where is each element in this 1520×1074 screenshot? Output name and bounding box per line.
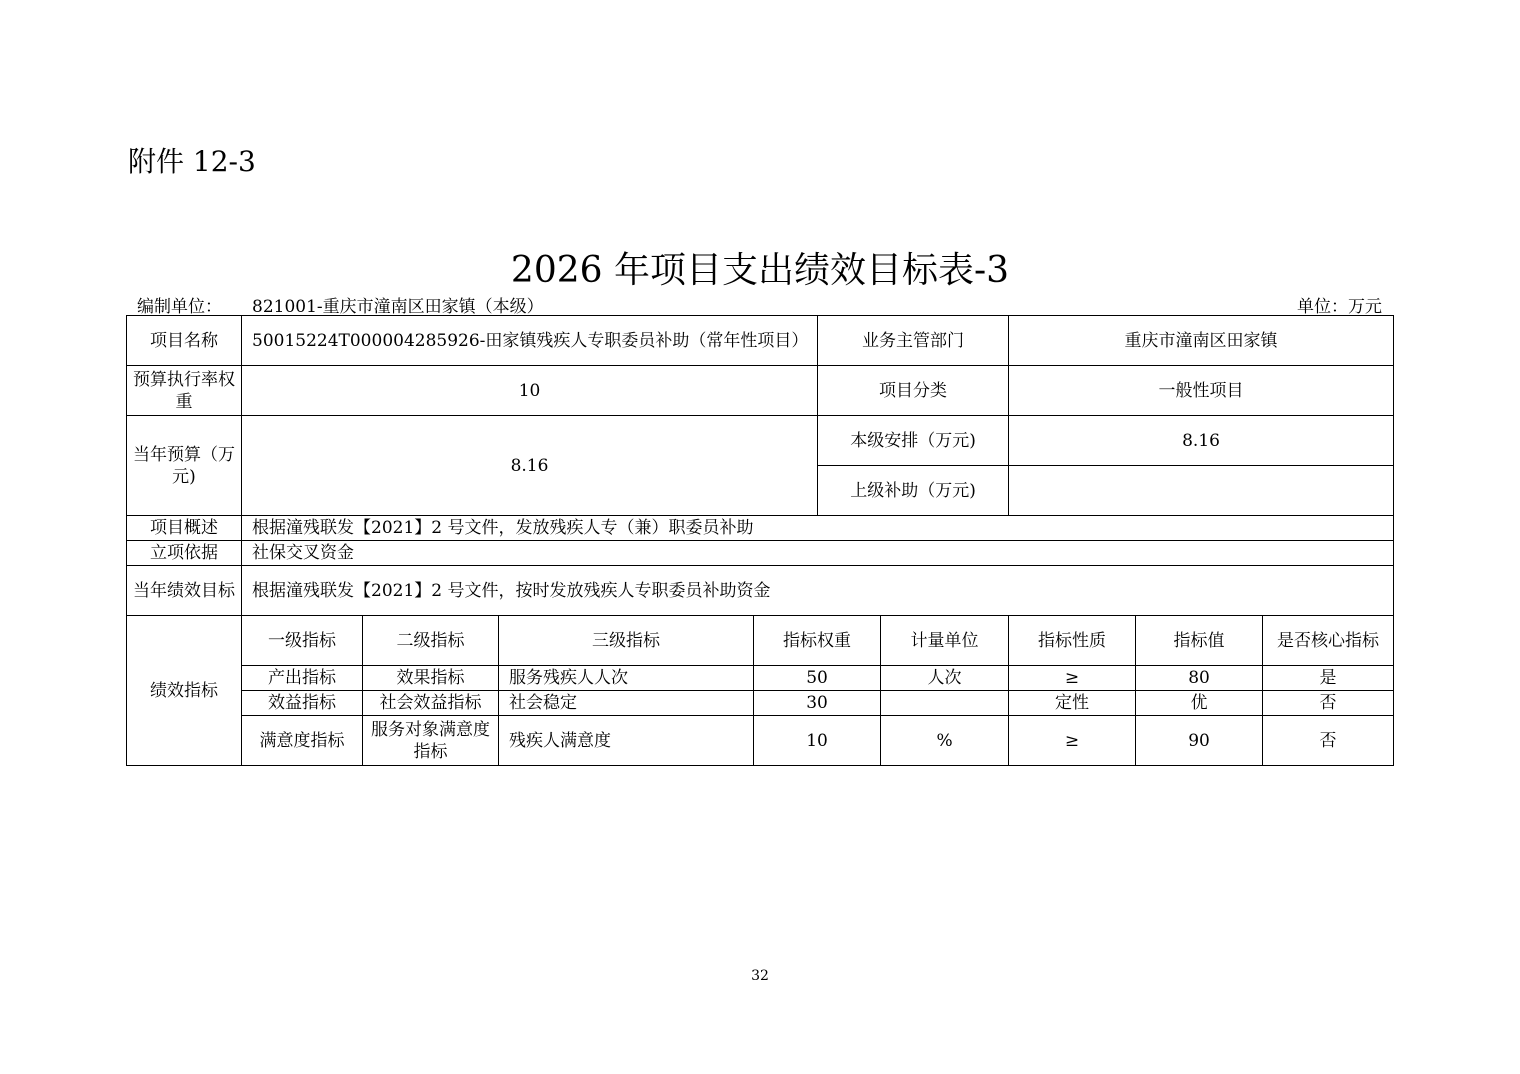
- indicator-cell: [881, 691, 1009, 716]
- header-cell: 二级指标: [363, 616, 499, 666]
- unit-label: 单位：万元: [1297, 297, 1382, 317]
- header-cell: 计量单位: [881, 616, 1009, 666]
- header-cell: 指标权重: [754, 616, 881, 666]
- indicator-cell: 残疾人满意度: [499, 716, 754, 766]
- table-row: [127, 316, 1394, 366]
- indicator-cell: 80: [1136, 666, 1263, 691]
- indicator-cell: 服务残疾人人次: [499, 666, 754, 691]
- indicator-cell: 定性: [1009, 691, 1136, 716]
- page-number: 32: [751, 968, 769, 984]
- indicator-cell: 90: [1136, 716, 1263, 766]
- category-value: 一般性项目: [1009, 366, 1394, 416]
- table-row: [127, 366, 1394, 416]
- indicator-cell: 否: [1263, 716, 1394, 766]
- indicator-cell: 效益指标: [242, 691, 363, 716]
- project-name-label: 项目名称: [127, 316, 242, 366]
- table-row: [127, 566, 1394, 616]
- table-row: [127, 716, 1394, 766]
- indicator-cell: ≥: [1009, 666, 1136, 691]
- header-cell: 指标值: [1136, 616, 1263, 666]
- table-row: [127, 616, 1394, 666]
- header-cell: 是否核心指标: [1263, 616, 1394, 666]
- rate-label: 预算执行率权重: [127, 366, 242, 416]
- indicator-cell: %: [881, 716, 1009, 766]
- table-row: [127, 666, 1394, 691]
- indicator-cell: 社会效益指标: [363, 691, 499, 716]
- indicator-cell: 50: [754, 666, 881, 691]
- indicator-cell: 30: [754, 691, 881, 716]
- dept-label: 业务主管部门: [818, 316, 1009, 366]
- upper-label: 上级补助（万元): [818, 466, 1009, 516]
- header-cell: 三级指标: [499, 616, 754, 666]
- indicator-cell: 人次: [881, 666, 1009, 691]
- org-value: 821001-重庆市潼南区田家镇（本级）: [252, 297, 544, 317]
- goal-value: 根据潼残联发【2021】2 号文件，按时发放残疾人专职委员补助资金: [242, 566, 1394, 616]
- attachment-label: 附件 12-3: [128, 145, 256, 178]
- project-name-value: 50015224T000004285926-田家镇残疾人专职委员补助（常年性项目）: [242, 316, 818, 366]
- page-title: 2026 年项目支出绩效目标表-3: [510, 250, 1010, 291]
- overview-label: 项目概述: [127, 516, 242, 541]
- indicator-cell: ≥: [1009, 716, 1136, 766]
- local-value: 8.16: [1009, 416, 1394, 466]
- overview-value: 根据潼残联发【2021】2 号文件，发放残疾人专（兼）职委员补助: [242, 516, 1394, 541]
- goal-label: 当年绩效目标: [127, 566, 242, 616]
- header-cell: 一级指标: [242, 616, 363, 666]
- basis-label: 立项依据: [127, 541, 242, 566]
- indicator-cell: 效果指标: [363, 666, 499, 691]
- table-row: [127, 541, 1394, 566]
- indicator-cell: 服务对象满意度指标: [363, 716, 499, 766]
- indicator-cell: 是: [1263, 666, 1394, 691]
- header-cell: 指标性质: [1009, 616, 1136, 666]
- indicator-cell: 10: [754, 716, 881, 766]
- indicator-cell: 优: [1136, 691, 1263, 716]
- indicator-cell: 产出指标: [242, 666, 363, 691]
- org-label: 编制单位：: [137, 297, 222, 317]
- dept-value: 重庆市潼南区田家镇: [1009, 316, 1394, 366]
- indicator-cell: 满意度指标: [242, 716, 363, 766]
- table-row: [127, 516, 1394, 541]
- budget-label: 当年预算（万元): [127, 416, 242, 516]
- table-row: [127, 416, 1394, 466]
- indicators-label: 绩效指标: [127, 616, 242, 766]
- category-label: 项目分类: [818, 366, 1009, 416]
- indicator-cell: 社会稳定: [499, 691, 754, 716]
- local-label: 本级安排（万元): [818, 416, 1009, 466]
- indicator-cell: 否: [1263, 691, 1394, 716]
- table-row: [127, 691, 1394, 716]
- rate-value: 10: [242, 366, 818, 416]
- basis-value: 社保交叉资金: [242, 541, 1394, 566]
- performance-table: [126, 315, 1394, 766]
- upper-value: [1009, 466, 1394, 516]
- budget-value: 8.16: [242, 416, 818, 516]
